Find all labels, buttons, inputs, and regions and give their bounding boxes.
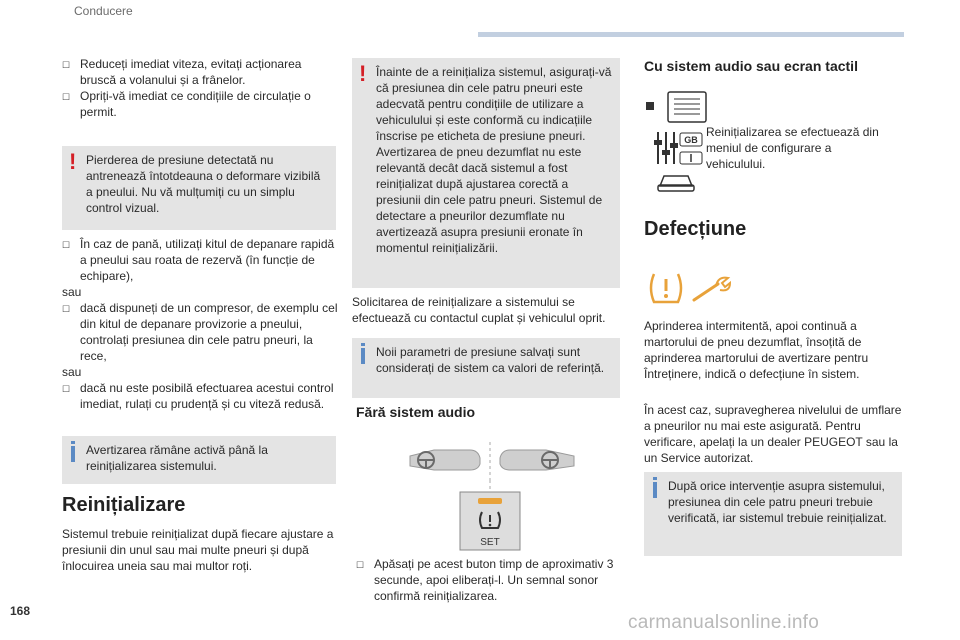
heading-reinitializare: Reinițializare (62, 494, 186, 516)
left-bullets-top (62, 56, 338, 120)
checkbox-bullet-icon: ☐ (62, 92, 71, 102)
info-icon (361, 348, 365, 364)
defect-paragraph-2: În acest caz, supravegherea nivelului de umflare a pneurilor nu mai este asigurată. Pentru verificare, apelați la un dealer PEUGEOT sau la un Service autorizat. (644, 403, 902, 465)
checkbox-bullet-icon: ☐ (62, 60, 71, 70)
warning-icon: ! (359, 61, 367, 86)
warning-lamps (648, 272, 732, 306)
warning-box-before-reset: ! Înainte de a reinițializa sistemul, asigurați-vă că presiunea din cele patru pneuri este adecvată pentru condițiile de utilizare a vehiculului și este conformă cu indicațiile înscrise pe eticheta de presiune pneuri. Avertizarea de pneu dezumflat nu este relevantă decât dacă sistemul a fost reinițializat după ajustarea corectă a presiunii din cele patru pneuri. Sistemul de detectare a pneurilor dezumflate nu avertizează asupra presiunii eronate în momentul reinițializării. (352, 58, 620, 288)
list-item: ☐ dacă dispuneți de un compresor, de exemplu cel din kitul de depanare provizorie a pneului, controlați presiunea din cele patru pneuri, la rece, (62, 301, 338, 363)
left-bullets-mid (62, 236, 338, 412)
list-item: ☐ Reduceți imediat viteza, evitați acționarea bruscă a volanului și a frânelor. (62, 57, 302, 87)
touchscreen-icon (646, 92, 706, 122)
reset-request-paragraph: Solicitarea de reinițializare a sistemului se efectuează cu contactul cuplat și vehiculul oprit. (352, 295, 606, 325)
right-steering-wheel-icon (500, 450, 574, 470)
audio-settings-icon (654, 132, 702, 164)
info-box-warning-active: Avertizarea rămâne activă până la reinițializarea sistemului. (62, 436, 336, 484)
left-steering-wheel-icon (410, 450, 480, 470)
info-box-after-intervention: După orice intervenție asupra sistemului, presiunea din cele patru pneuri trebuie verificată, iar sistemul trebuie reinițializat. (644, 472, 902, 556)
middle-bullets (356, 556, 622, 604)
page-number: 168 (10, 604, 31, 618)
watermark: carmanualsonline.info (628, 612, 820, 633)
list-item: ☐ Opriți-vă imediat ce condițiile de circulație o permit. (62, 89, 311, 119)
reinit-paragraph: Sistemul trebuie reinițializat după fiecare ajustare a presiunii din unul sau mai multe pneuri și după înlocuirea uneia sau mai multor roți. (62, 527, 334, 573)
checkbox-bullet-icon: ☐ (62, 304, 71, 314)
list-item: ☐ În caz de pană, utilizați kitul de depanare rapidă a pneului sau roata de rezervă (în funcție de echipare), (62, 237, 335, 283)
checkbox-bullet-icon: ☐ (62, 240, 71, 250)
checkbox-bullet-icon: ☐ (62, 384, 71, 394)
car-icon (658, 176, 694, 191)
info-icon (71, 446, 75, 462)
lamp-indicator (478, 498, 502, 504)
info-icon (653, 482, 657, 498)
tyre-warning-icon (651, 274, 681, 302)
audio-reset-text: Reinițializarea se efectuează din meniul de configurare a vehiculului. (706, 125, 879, 171)
header-bar (478, 32, 904, 37)
gb-label: GB (684, 135, 698, 145)
wrench-icon (694, 278, 730, 300)
heading-fara-sistem-audio: Fără sistem audio (356, 404, 476, 420)
audio-system-icons (642, 88, 708, 196)
or-text: sau (62, 285, 82, 299)
dashboard-set-button-illustration (408, 440, 578, 552)
checkbox-bullet-icon: ☐ (356, 560, 365, 570)
info-box-new-parameters: Noii parametri de presiune salvați sunt considerați de sistem ca valori de referință. (352, 338, 620, 398)
list-item: ☐ Apăsați pe acest buton timp de aproximativ 3 secunde, apoi eliberați-l. Un semnal sonor confirmă reinițializarea. (356, 557, 614, 603)
warning-box-pressure: ! Pierderea de presiune detectată nu antrenează întotdeauna o deformare vizibilă a pneului. Nu vă mulțumiți cu un simplu control vizual. (62, 146, 336, 230)
heading-defectiune: Defecțiune (644, 218, 747, 240)
list-item: ☐ dacă nu este posibilă efectuarea acestui control imediat, rulați cu prudență și cu viteză redusă. (62, 381, 334, 411)
set-label: SET (480, 537, 500, 548)
section-title: Conducere (74, 4, 133, 18)
warning-icon: ! (69, 149, 77, 174)
defect-paragraph-1: Aprinderea intermitentă, apoi continuă a martorului de pneu dezumflat, însoțită de aprinderea martorului de avertizare pentru Întreținere, indică o defecțiune în sistem. (644, 319, 869, 381)
heading-cu-sistem-audio: Cu sistem audio sau ecran tactil (644, 58, 858, 74)
or-text: sau (62, 365, 82, 379)
